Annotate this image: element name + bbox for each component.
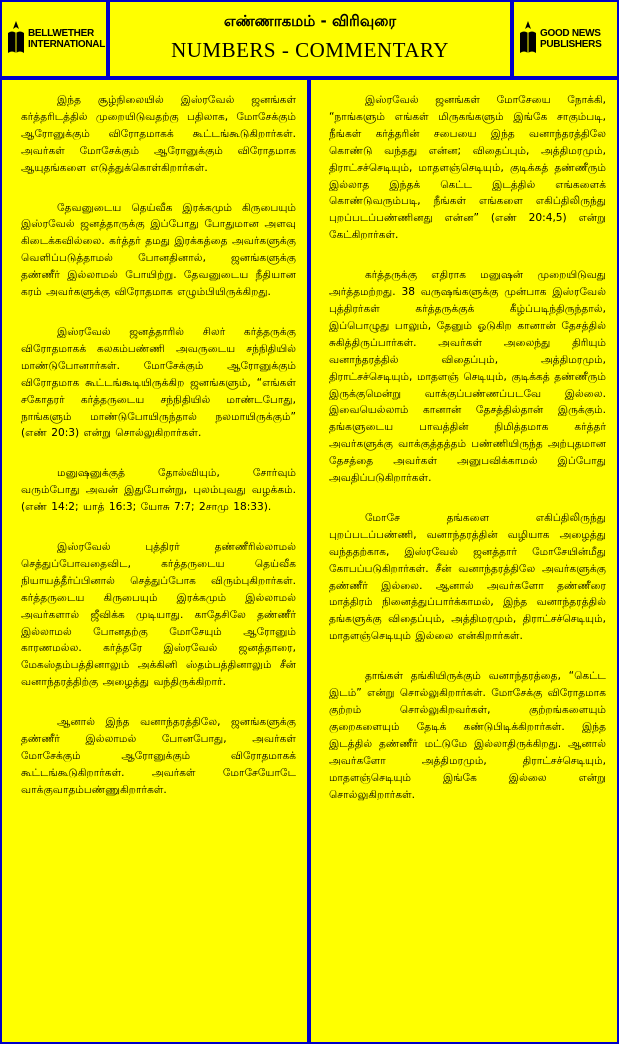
page-title-tamil: எண்ணாகமம் - விரிவுரை [223,12,397,30]
logo-left-line1: BELLWETHER [28,28,94,39]
left-column [2,80,307,1042]
paragraph: இஸ்ரவேல் ஜனத்தாரில் சிலர் கர்த்தருக்கு விரோதமாகக் கலகம்பண்ணி அவருடைய சந்நிதியில் மாண்டுபோனார்கள். மோசேக்கும் ஆரோனுக்கும் விரோதமாக கூட்டங்கூடியிருக்கிற ஜனங்களும், “எங்கள் சகோதரர் கர்த்தருடைய சந்நிதியில் மாண்டபோது, நாங்களும் மாண்டுபோயிருந்தால் நலமாயிருக்கும்” (எண் 20:3) என்று சொல்லுகிறார்கள். [21,325,296,440]
open-book-icon [518,19,538,59]
paragraph: கர்த்தருக்கு எதிராக மனுஷன் முறையிடுவது அர்த்தமற்றது. 38 வருஷங்களுக்கு முன்பாக இஸ்ரவேல் புத்திரர்கள் கர்த்தருக்குக் கீழ்ப்படிந்திருந்தால், இப்பொழுது பாலும், தேனும் ஓடுகிற கானான் தேசத்தில் சுகித்திருப்பார்கள். அவர்கள் அலைந்து திரியும் வனாந்தரத்தில் விதைப்பும், அத்திமரமும், திராட்சச்செடியும், மாதளஞ் செடியும், குடிக்கத் தண்ணீரும் இருக்குமென்று வாக்குப்பண்ணப்படவே இல்லை. இவையெல்லாம் கானான் தேசத்தில்தான் இருக்கும். தங்களுடைய பாவத்தின் நிமித்தமாக கர்த்தர் அவர்களுக்கு வாக்குத்தத்தம் பண்ணியிருந்த அற்புதமான தேசத்தை அவர்கள் அனுபவிக்காமல் இப்போது அவதிப்படுகிறார்கள். [329,269,606,485]
paragraph: இஸ்ரவேல் ஜனங்கள் மோசேயை நோக்கி, “நாங்களும் எங்கள் மிருகங்களும் இங்கே சாகும்படி, நீங்கள் கர்த்தரின் சபையை இந்த வனாந்தரத்திலே கொண்டு வந்தது என்ன; விதைப்பும், அத்திமரமும், திராட்சச்செடியும், மாதளஞ்செடியும், குடிக்கத் தண்ணீரும் இல்லாத இந்தக் கெட்ட இடத்தில் எங்களைக் கொண்டுவரும்படி, நீங்கள் எங்களை எகிப்திலிருந்து புறப்படப்பண்ணினது என்ன” (எண் 20:4,5) என்று கேட்கிறார்கள். [329,94,606,242]
header-title-box [110,2,510,76]
right-column [311,80,617,1042]
paragraph: இஸ்ரவேல் புத்திரர் தண்ணீரில்லாமல் செத்துப்போவதைவிட, கர்த்தருடைய தெய்வீக நியாயத்தீர்ப்பினால் செத்துப்போக விரும்புகிறார்கள். கர்த்தருடைய கிருபையும் இரக்கமும் இல்லாமல் அவர்களால் ஜீவிக்க முடியாது. காதேசிலே தண்ணீர் இல்லாமல் போனதற்கு மோசேயும் ஆரோனும் காரணமல்ல. கர்த்தரே இஸ்ரவேல் ஜனத்தாரை, மேகஸ்தம்பத்தினாலும் அக்கினி ஸ்தம்பத்தினாலும் சீன் வனாந்தரத்திற்கு அழைத்து வந்திருக்கிறார். [21,541,296,689]
bellwether-logo [2,2,106,76]
logo-right-line2: PUBLISHERS [540,39,602,50]
paragraph: மனுஷனுக்குத் தோல்வியும், சோர்வும் வரும்போது அவன் இதுபோன்று, புலம்புவது வழக்கம். (எண் 14:2; யாத் 16:3; யோசு 7:7; 2சாமு 18:33). [21,467,296,514]
open-book-icon [6,19,26,59]
page-title-english: NUMBERS - COMMENTARY [171,38,449,62]
paragraph: இந்த சூழ்நிலையில் இஸ்ரவேல் ஜனங்கள் கர்த்தரிடத்தில் முறையிடுவதற்கு பதிலாக, மோசேக்கும் ஆரோனுக்கும் விரோதமாகக் கூட்டங்கூடுகிறார்கள். அவர்கள் மோசேக்கும் ஆரோனுக்கும் விரோதமாக ஆயுதங்களை எடுத்துக்கொள்கிறார்கள். [21,94,296,174]
logo-left-line2: INTERNATIONAL [28,39,106,50]
paragraph: ஆனால் இந்த வனாந்தரத்திலே, ஜனங்களுக்கு தண்ணீர் இல்லாமல் போனபோது, அவர்கள் மோசேக்கும் ஆரோனுக்கும் விரோதமாகக் கூட்டங்கூடுகிறார்கள். அவர்கள் மோசேயோடே வாக்குவாதம்பண்ணுகிறார்கள். [21,716,296,796]
paragraph: தேவனுடைய தெய்வீக இரக்கமும் கிருபையும் இஸ்ரவேல் ஜனத்தாருக்கு இப்போது போதுமான அளவு கிடைக்கவில்லை. கர்த்தர் தமது இரக்கத்தை அவர்களுக்கு வெளிப்படுத்தாமல் போனதினால், ஜனங்களுக்கு தண்ணீர் இல்லாமல் போயிற்று. தேவனுடைய நீதியான கரம் அவர்களுக்கு விரோதமாக எழும்பியிருக்கிறது. [21,201,296,299]
paragraph: மோசே தங்களை எகிப்திலிருந்து புறப்படப்பண்ணி, வனாந்தரத்தின் வழியாக அழைத்து வந்ததற்காக, இஸ்ரவேல் ஜனத்தார் மோசேயின்மீது கோபப்படுகிறார்கள். சீன் வனாந்தரத்திலே அவர்களுக்கு தண்ணீர் இல்லை. ஆனால் அவர்களோ தண்ணீரை மாத்திரம் நினைத்துப்பார்க்காமல், இந்த வனாந்தரத்தில் தங்களுக்கு விதைப்பும், அத்திமரமும், திராட்சச்செடியும், மாதளஞ்செடியும் இல்லை என்கிறார்கள். [329,511,606,643]
paragraph: தாங்கள் தங்கியிருக்கும் வனாந்தரத்தை, “கெட்ட இடம்” என்று சொல்லுகிறார்கள். மோசேக்கு விரோதமாக குற்றம் சொல்லுகிறவர்கள், குற்றங்களையும் குறைகளையும் தேடிக் கண்டுபிடிக்கிறார்கள். இந்த இடத்தில் தண்ணீர் மட்டுமே இல்லாதிருக்கிறது. ஆனால் அவர்களோ அத்திமரமும், திராட்சச்செடியும், மாதளஞ்செடியும் இங்கே இல்லை என்று சொல்லுகிறார்கள். [329,670,606,801]
good-news-logo [514,2,617,76]
logo-right-line1: GOOD NEWS [540,28,601,39]
